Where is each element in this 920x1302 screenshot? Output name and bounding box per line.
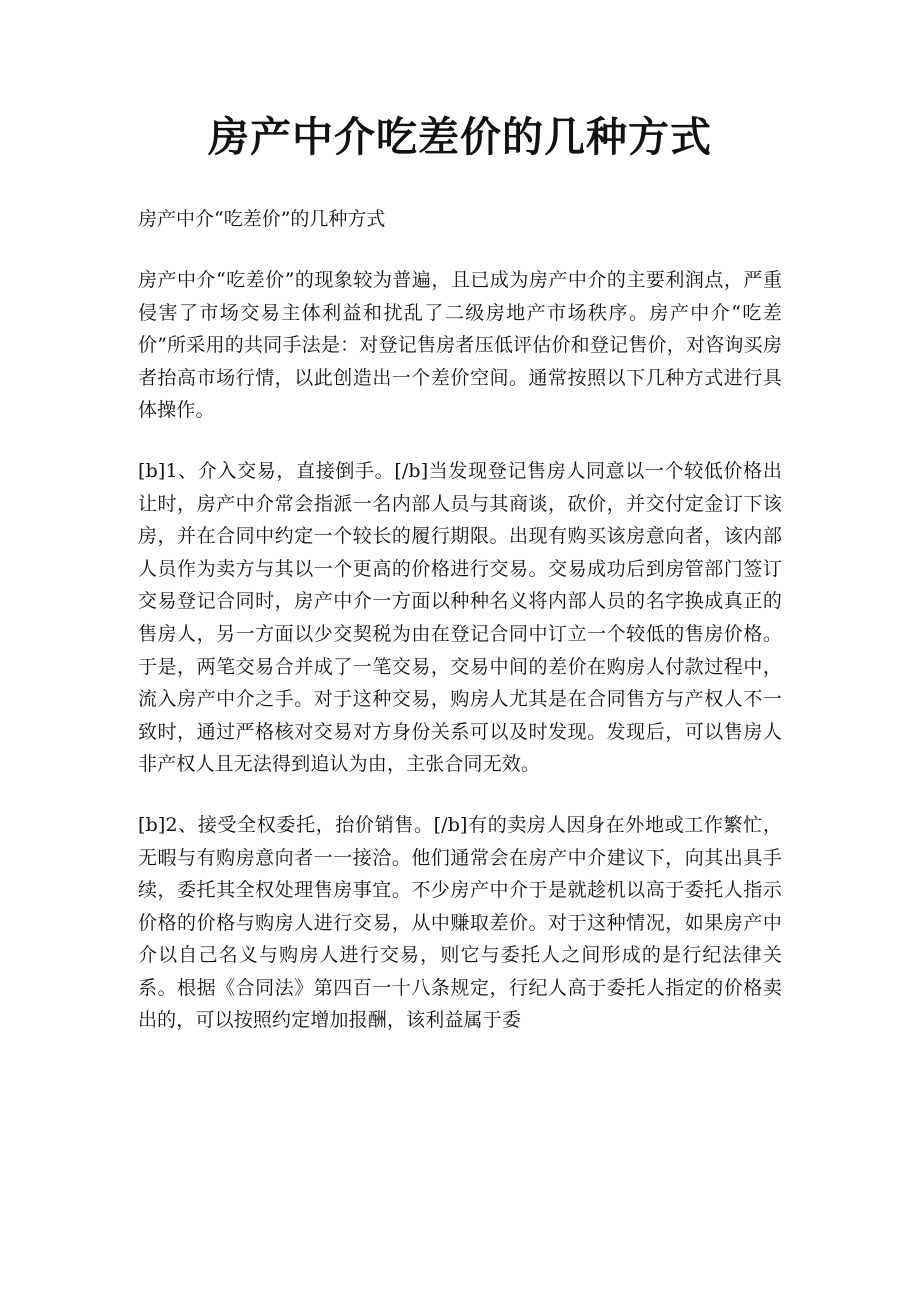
paragraph-intro: 房产中介“吃差价”的现象较为普遍，且已成为房产中介的主要利润点，严重侵害了市场交易主体利益和扰乱了二级房地产市场秩序。房产中介“吃差价”所采用的共同手法是：对登记售房者压低评估价和登记售价，对咨询买房者抬高市场行情，以此创造出一个差价空间。通常按照以下几种方式进行具体操作。 — [138, 269, 782, 422]
paragraph-method-1: [b]1、介入交易，直接倒手。[/b]当发现登记售房人同意以一个较低价格出让时，房产中介常会指派一名内部人员与其商谈，砍价，并交付定金订下该房，并在合同中约定一个较长的履行期限。出现有购买该房意向者，该内部人员作为卖方与其以一个更高的价格进行交易。交易成功后到房管部门签订交易登记合同时，房产中介一方面以种种名义将内部人员的名字换成真正的售房人，另一方面以少交契税为由在登记合同中订立一个较低的售房价格。于是，两笔交易合并成了一笔交易，交易中间的差价在购房人付款过程中，流入房产中介之手。对于这种交易，购房人尤其是在合同售方与产权人不一致时，通过严格核对交易对方身份关系可以及时发现。发现后，可以售房人非产权人且无法得到追认为由，主张合同无效。 — [138, 459, 782, 776]
paragraph-method-2: [b]2、接受全权委托，抬价销售。[/b]有的卖房人因身在外地或工作繁忙，无暇与有购房意向者一一接洽。他们通常会在房产中介建议下，向其出具手续，委托其全权处理售房事宜。不少房产中介于是就趁机以高于委托人指示价格的价格与购房人进行交易，从中赚取差价。对于这种情况，如果房产中介以自己名义与购房人进行交易，则它与委托人之间形成的是行纪法律关系。根据《合同法》第四百一十八条规定，行纪人高于委托人指定的价格卖出的，可以按照约定增加报酬，该利益属于委 — [138, 813, 782, 1032]
document-title: 房产中介吃差价的几种方式 — [208, 113, 712, 161]
document-subtitle: 房产中介“吃差价”的几种方式 — [138, 208, 386, 230]
